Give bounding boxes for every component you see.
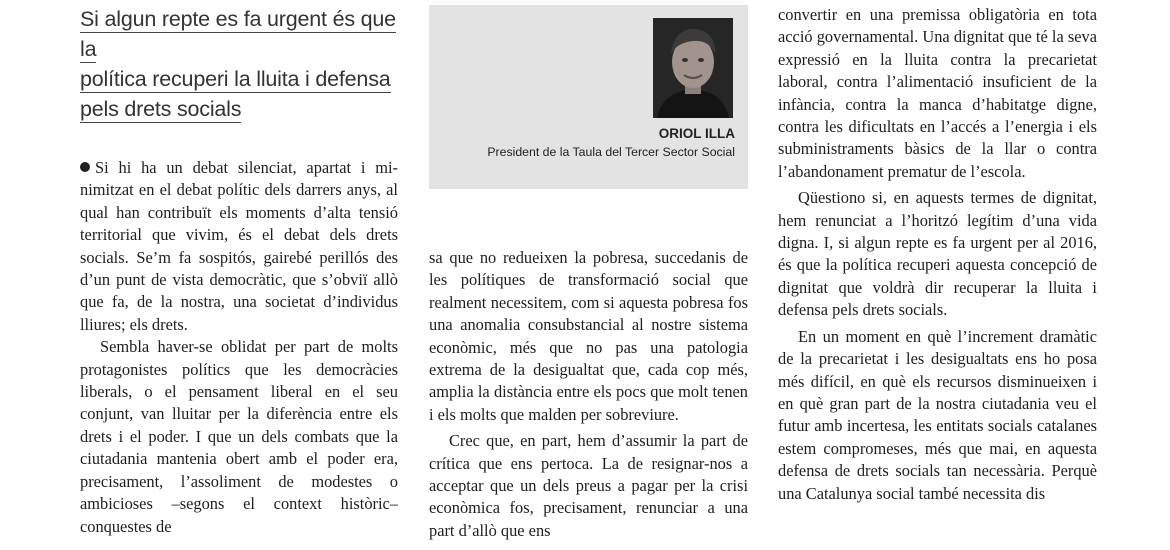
pull-quote-line-2: política recuperi la lluita i defensa bbox=[80, 67, 391, 91]
paragraph: convertir en una premissa obligatòria en tota acció governamental. Una dignitat que té la seva expressió en la lluita contra la precarietat laboral, contra l’alimentació insuficient de la infància, contra la manca d’habitatge digne, contra les dificultats en l’accés a l’energia i els subministraments bàsics de la llar o contra l’abandonament prematur de l’escola. bbox=[778, 5, 1097, 181]
column-2-body bbox=[429, 247, 748, 542]
bullet-icon bbox=[80, 162, 90, 172]
paragraph: Qüestiono si, en aquests termes de dignitat, hem renunciat a l’horitzó legítim d’una vida digna. I, si algun repte es fa urgent per al 2016, és que la política recuperi aquesta concepció de dignitat que voldrà dir recuperar la lluita i defensa pels drets socials. bbox=[778, 188, 1097, 320]
author-box bbox=[429, 5, 748, 189]
paragraph: En un moment en què l’increment dramàtic de la precarietat i les desigualtats ens ho posa més difícil, en què els recursos disminueixen i en què gran part de la nostra ciutadania veu el futur amb incertesa, les entitats socials catalanes estem compromeses, més que mai, en aquesta defensa de drets socials tan necessària. Perquè una Catalunya social també necessita dis bbox=[778, 326, 1097, 503]
column-1-body bbox=[80, 157, 398, 538]
paragraph-text: Si hi ha un debat silenciat, apartat i minimitzat en el debat polític dels darrers anys, al qual han contribuït els moments d’alta tensió territorial que vivim, és el debat dels drets socials. Se’m fa sospitós, gairebé perillós des d’un punt de vista democràtic, que s’obviï allò que fa, de la nostra, una societat d’individus lliures; els drets. bbox=[80, 158, 398, 334]
paragraph: Sembla haver-se oblidat per part de molts protagonistes polítics que les democràcies liberals, o el pensament liberal en el seu conjunt, van lluitar per la diferència entre els drets i el poder. I que un dels combats que la ciutadania mantenia obert amb el poder era, precisament, l’assoliment de modestes o ambicioses –segons el context històric– conquestes de bbox=[80, 337, 398, 536]
pull-quote-line-1: Si algun repte es fa urgent és que la bbox=[80, 7, 396, 61]
column-3-body bbox=[778, 4, 1097, 505]
author-role: President de la Taula del Tercer Sector Social bbox=[487, 145, 735, 159]
paragraph: sa que no redueixen la pobresa, succedanis de les polítiques de transformació social que realment necessitem, com si aquesta pobresa fos una anomalia consubstancial al nostre sistema econòmic, més que no pas una patologia extrema de la desigualtat que, cada cop més, amplia la distància entre els pocs que molt tenen i els molts que malden per sobreviure. bbox=[429, 248, 748, 424]
portrait-photo-icon bbox=[653, 18, 733, 118]
author-name: ORIOL ILLA bbox=[658, 126, 735, 141]
author-portrait bbox=[653, 18, 733, 118]
paragraph: Crec que, en part, hem d’assumir la part de crítica que ens pertoca. La de resignar-nos a acceptar que un dels preus a pagar per la crisi econòmica fos, precisament, renunciar a una part d’allò que ens bbox=[429, 431, 748, 540]
pull-quote bbox=[80, 4, 410, 124]
pull-quote-line-3: pels drets socials bbox=[80, 97, 242, 121]
paragraph bbox=[80, 157, 398, 336]
